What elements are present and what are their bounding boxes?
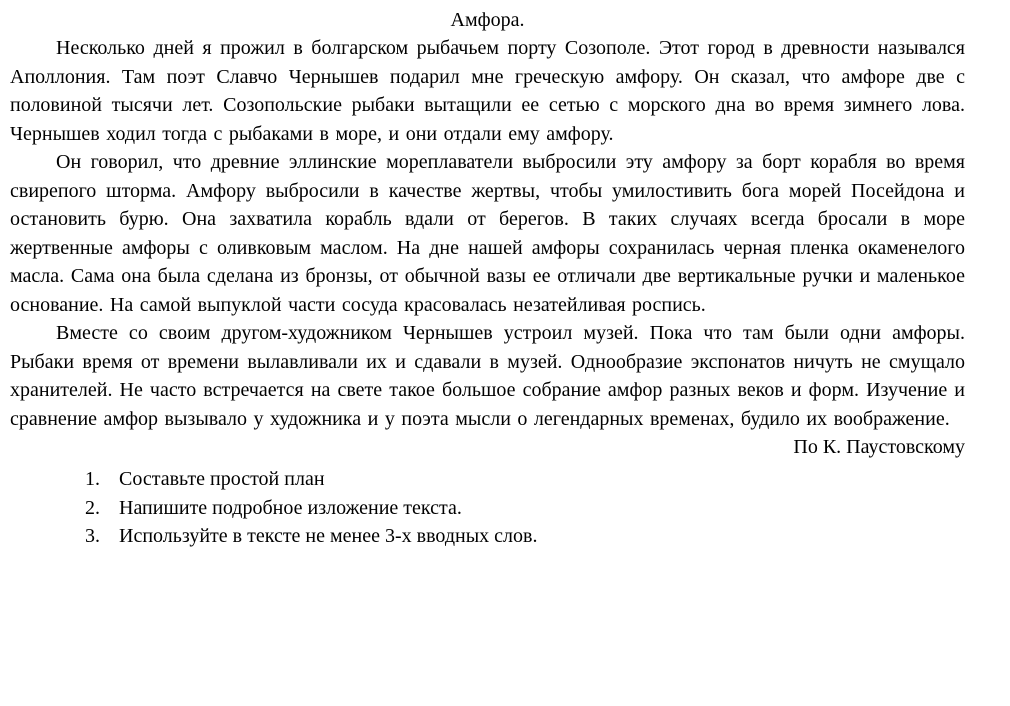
task-text-1: Составьте простой план [119,468,325,490]
task-text-2: Напишите подробное изложение текста. [119,496,462,519]
task-number-1: 1. [85,468,100,490]
task-list [85,465,965,551]
task-number-2: 2. [85,496,100,519]
task-item-3 [85,522,965,551]
paragraph-2: Он говорил, что древние эллинские мореплаватели выбросили эту амфору за борт корабля во время свирепого шторма. Амфору выбросили в качестве жертвы, чтобы умилостивить бога морей Посейдона и остановить бурю. Она захватила корабль вдали от берегов. В таких случаях всегда бросали в море жертвенные амфоры с оливковым маслом. На дне нашей амфоры сохранилась черная пленка окаменелого масла. Сама она была сделана из бронзы, от обычной вазы ее отличали две вертикальные ручки и маленькое основание. На самой выпуклой части сосуда красовалась незатейливая роспись. [10,151,965,316]
task-item-1 [85,465,965,494]
paragraph-1: Несколько дней я прожил в болгарском рыбачьем порту Созополе. Этот город в древности назывался Аполлония. Там поэт Славчо Чернышев подарил мне греческую амфору. Он сказал, что амфоре две с половиной тысячи лет. Созопольские рыбаки вытащили ее сетью с морского дна во время зимнего лова. Чернышев ходил тогда с рыбаками в море, и они отдали ему амфору. [10,37,965,145]
paragraph-3: Вместе со своим другом-художником Чернышев устроил музей. Пока что там были одни амфоры. Рыбаки время от времени вылавливали их и сдавали в музей. Однообразие экспонатов ничуть не смущало хранителей. Не часто встречается на свете такое большое собрание амфор разных веков и форм. Изучение и сравнение амфор вызывало у художника и у поэта мысли о легендарных временах, будило их воображение. [10,322,965,430]
author-attribution: По К. Паустовскому [793,436,965,458]
page-title: Амфора. [450,9,525,31]
task-text-3: Используйте в тексте не менее 3-х вводных слов. [119,525,538,547]
task-number-3: 3. [85,525,100,547]
task-item-2 [85,494,965,523]
